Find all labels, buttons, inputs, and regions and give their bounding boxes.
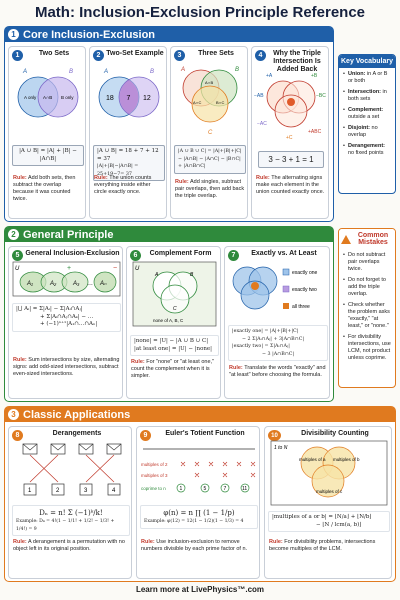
vocab-item: • Disjoint: no overlap <box>343 125 391 139</box>
panel-totient <box>136 426 260 579</box>
legend-label: exactly two <box>292 287 317 293</box>
panel-number: 4 <box>255 50 266 61</box>
panel-complement <box>126 246 221 399</box>
universe-label: U <box>135 266 140 272</box>
panel-number: 10 <box>268 430 281 441</box>
panel-title: Exactly vs. At Least <box>251 250 317 257</box>
general-sets-diagram <box>9 260 123 300</box>
section-heading: General Principle <box>23 228 114 241</box>
panel-two-sets <box>8 46 86 219</box>
equation-box: 3 − 3 + 1 = 1 <box>258 151 324 168</box>
panel-two-set-example <box>89 46 167 219</box>
rule-complement: Rule: For "none" or "at least one," count the complement when it is simpler. <box>131 359 215 379</box>
panel-three-sets <box>170 46 248 219</box>
mistakes-heading: Common Mistakes <box>339 229 395 249</box>
mistakes-list <box>339 249 395 369</box>
formula-line: |A ∪ B| = 18 + 7 + 12 = 37 <box>97 148 159 162</box>
panel-exactly-vs-at-least <box>224 246 330 399</box>
panel-title: Three Sets <box>198 50 234 57</box>
region-a-and-b: A∩B <box>43 95 53 100</box>
panel-title: Why the Triple Intersection Is Added Back <box>273 50 321 73</box>
exactly-diagram <box>225 259 330 325</box>
formula-line: − ⌊N / lcm(a, b)⌋ <box>316 521 362 528</box>
label-a: A <box>23 69 28 75</box>
section-applications <box>4 406 396 582</box>
panel-number: 1 <box>12 50 23 61</box>
formula-line: |A|+|B|−|A∩B| = 25+19−7= 37 <box>97 164 139 177</box>
formula-exactly <box>228 325 328 361</box>
rule-totient: Rule: Use inclusion-exclusion to remove numbers divisible by each prime factor of n. <box>141 539 248 552</box>
region-a-and-c: A∩C <box>193 100 202 105</box>
section-number: 3 <box>8 409 19 420</box>
letter-number: 4 <box>112 488 116 494</box>
label-a: A <box>104 69 109 75</box>
legend-swatch-two <box>283 286 289 292</box>
none-label: none of A, B, C <box>153 318 184 323</box>
region-b-and-c: B∩C <box>216 100 225 105</box>
legend-label: all three <box>292 304 310 310</box>
section-general-header <box>5 227 333 242</box>
panel-title: Derangements <box>52 430 102 437</box>
vocabulary-heading: Key Vocabulary <box>339 55 395 68</box>
formula-line: |exactly two| = Σ|Aᵢ∩Aⱼ| <box>232 344 290 349</box>
formula-line: + |A∩B∩C| <box>178 164 206 169</box>
cross-arrow <box>30 455 114 482</box>
label-c: C <box>208 130 213 136</box>
legend-swatch-three <box>283 303 289 309</box>
totient-diagram <box>137 439 260 501</box>
vocab-item: • Union: in A or B or both <box>343 71 391 85</box>
formula-line: + Σ|Aᵢ∩Aⱼ∩Aₖ| − … <box>40 313 94 320</box>
formula-line: |exactly one| = |A|+|B|+|C| <box>232 329 299 334</box>
panel-number: 9 <box>140 430 151 441</box>
warning-icon <box>341 235 351 244</box>
center-dot <box>287 98 295 106</box>
derangement-diagram <box>9 440 132 502</box>
section-heading: Classic Applications <box>23 408 131 421</box>
value-b-only: 12 <box>143 95 151 102</box>
label-plus-b: +B <box>311 73 318 79</box>
venn-three-sets <box>171 58 248 142</box>
venn-example <box>90 59 167 129</box>
letter-number: 3 <box>84 488 88 494</box>
label-a3: A₃ <box>73 281 80 287</box>
key-vocabulary <box>338 54 396 194</box>
formula-line: |multiples of a or b| = ⌊N/a⌋ + ⌊N/b⌋ <box>272 514 372 520</box>
formula-line: Example: φ(12) = 12(1 − 1/2)(1 − 1/3) = 4 <box>144 519 244 524</box>
label-minus-ab: −AB <box>254 93 264 99</box>
panel-number: 8 <box>12 430 23 441</box>
value-a-only: 18 <box>106 95 114 102</box>
label-b: B <box>150 69 155 75</box>
formula-line: + (−1)ⁿ⁺¹|A₁∩…∩Aₙ| <box>40 321 98 327</box>
panel-title: General Inclusion-Exclusion <box>25 250 120 257</box>
formula-two-sets: |A ∪ B| = |A| + |B| − |A∩B| <box>12 145 84 166</box>
envelope-row <box>23 444 121 454</box>
footer-link[interactable]: Learn more at LivePhysics™.com <box>135 585 265 594</box>
plus-sign: + <box>67 265 72 272</box>
value-overlap: 7 <box>126 95 131 102</box>
formula-line: φ(n) = n ∏ (1 − 1/p) <box>163 509 235 517</box>
region-b-only: B only <box>61 95 74 100</box>
panel-title: Two-Set Example <box>106 50 164 57</box>
rule-two-sets: Rule: Add both sets, then subtract the overlap because it was counted twice. <box>13 175 76 202</box>
label-c: C <box>173 306 177 312</box>
mistake-item: • Check whether the problem asks "exactly," "at least," or "none." <box>343 302 391 330</box>
label-dots: … <box>87 281 93 287</box>
panel-title: Euler's Totient Function <box>165 430 245 437</box>
row-label: coprime to n <box>141 486 166 491</box>
venn-two-sets <box>9 59 86 129</box>
section-general <box>4 226 334 402</box>
multiples-c-label: multiples of c <box>316 489 343 494</box>
formula-line: Example: D₄ = 4!(1 − 1/1! + 1/2! − 1/3! + 1/4!) = 9 <box>16 519 115 532</box>
section-number: 2 <box>8 229 19 240</box>
formula-divisibility <box>268 511 390 532</box>
panel-number: 5 <box>12 250 23 261</box>
rule-exactly: Rule: Translate the words "exactly" and "at least" before choosing the formula. <box>229 365 326 378</box>
page-title: Math: Inclusion-Exclusion Principle Reference <box>34 4 366 21</box>
formula-three-sets <box>174 145 246 174</box>
multiples-b-label: multiples of b <box>333 457 360 462</box>
label-minus-ac: −AC <box>257 121 267 127</box>
formula-line: − 2 Σ|Aᵢ∩Aⱼ| + 3|A∩B∩C| <box>242 336 304 342</box>
label-minus-bc: −BC <box>316 93 326 99</box>
formula-line: |A ∪ B ∪ C| = |A|+|B|+|C| <box>178 149 242 154</box>
letter-number: 1 <box>28 488 32 494</box>
vocabulary-list <box>339 68 395 164</box>
formula-line: |at least one| = |U| − |none| <box>134 345 213 352</box>
rule-three-sets: Rule: Add singles, subtract pair overlaps, then add back the triple overlap. <box>175 179 245 199</box>
region-a-and-b: A∩B <box>205 80 214 85</box>
rule-general: Rule: Sum intersections by size, alternating signs: add odd-sized intersections, subtract even-sized intersections. <box>13 357 120 377</box>
panel-general-ie <box>8 246 123 399</box>
panel-divisibility <box>264 426 392 579</box>
coprime-value: 1 <box>179 486 183 492</box>
minus-sign: − <box>113 265 118 272</box>
panel-triple-added-back <box>251 46 329 219</box>
section-core <box>4 26 334 222</box>
label-a: A <box>181 67 186 73</box>
coprime-value: 7 <box>223 486 227 492</box>
range-label: 1 to N <box>274 445 288 451</box>
panel-number: 6 <box>130 250 141 261</box>
multiples-a-label: multiples of a <box>299 457 326 462</box>
legend-label: exactly one <box>292 270 318 276</box>
vocab-item: • Complement: outside a set <box>343 107 391 121</box>
panel-number: 7 <box>228 250 239 261</box>
vocab-item: • Intersection: in both sets <box>343 89 391 103</box>
formula-complement <box>130 335 219 356</box>
section-applications-header <box>5 407 395 422</box>
formula-derangements <box>12 505 130 536</box>
row-label: multiples of 2 <box>141 462 168 467</box>
divisibility-diagram <box>265 439 392 507</box>
formula-line: − |A∩B| − |A∩C| − |B∩C| <box>178 156 241 162</box>
venn-signs <box>252 67 329 149</box>
coprime-value: 11 <box>242 486 248 492</box>
rule-derangements: Rule: A derangement is a permutation with no object left in its original position. <box>13 539 125 552</box>
label-a2: A₂ <box>50 281 57 287</box>
label-plus-a: +A <box>266 73 273 79</box>
label-b: B <box>235 67 240 73</box>
label-a1: A₁ <box>27 281 33 287</box>
section-number: 1 <box>8 29 19 40</box>
rule-divisibility: Rule: For divisibility problems, intersections become multiples of the LCM. <box>269 539 376 552</box>
panel-title: Two Sets <box>38 50 70 57</box>
panel-number: 2 <box>93 50 104 61</box>
universe-label: U <box>15 266 20 272</box>
label-b: B <box>69 69 74 75</box>
section-core-header <box>5 27 333 42</box>
rule-triple: Rule: The alternating signs make each element in the union counted exactly once. <box>256 175 325 195</box>
panel-title: Divisibility Counting <box>301 430 369 437</box>
vocab-item: • Derangement: no fixed points <box>343 143 391 157</box>
complement-diagram <box>127 260 221 330</box>
mistake-item: • Do not forget to add the triple overlap. <box>343 277 391 298</box>
panel-title: Complement Form <box>149 250 212 257</box>
letter-number: 2 <box>56 488 60 494</box>
formula-line: − 3 |A∩B∩C| <box>262 351 295 357</box>
multiples-cross-marks <box>181 462 255 477</box>
label-plus-abc: +ABC <box>308 129 322 135</box>
mistake-item: • Do not subtract pair overlaps twice. <box>343 252 391 273</box>
row-label: multiples of 3 <box>141 473 168 478</box>
formula-line: |⋃ Aᵢ| = Σ|Aᵢ| − Σ|Aᵢ∩Aⱼ| <box>16 306 83 312</box>
label-an: Aₙ <box>100 281 107 287</box>
label-a: A <box>155 272 159 278</box>
section-heading: Core Inclusion-Exclusion <box>23 28 156 41</box>
formula-line: Dₙ = n! Σ (−1)ᵏ/k! <box>39 509 103 517</box>
label-b: B <box>190 272 194 278</box>
center-region <box>251 282 259 290</box>
region-a-only: A only <box>24 95 37 100</box>
formula-totient <box>140 505 258 529</box>
panel-derangements <box>8 426 132 579</box>
rule-example: Rule: The union counts everything inside either circle exactly once. <box>94 175 152 195</box>
formula-line: |none| = |U| − |A ∪ B ∪ C| <box>134 338 209 344</box>
formula-general <box>12 303 121 332</box>
mistake-item: • For divisibility intersections, use LCM, not product unless coprime. <box>343 334 391 362</box>
legend-swatch-one <box>283 269 289 275</box>
coprime-value: 5 <box>203 486 207 492</box>
panel-number: 3 <box>174 50 185 61</box>
common-mistakes <box>338 228 396 388</box>
label-plus-c: +C <box>286 135 293 141</box>
